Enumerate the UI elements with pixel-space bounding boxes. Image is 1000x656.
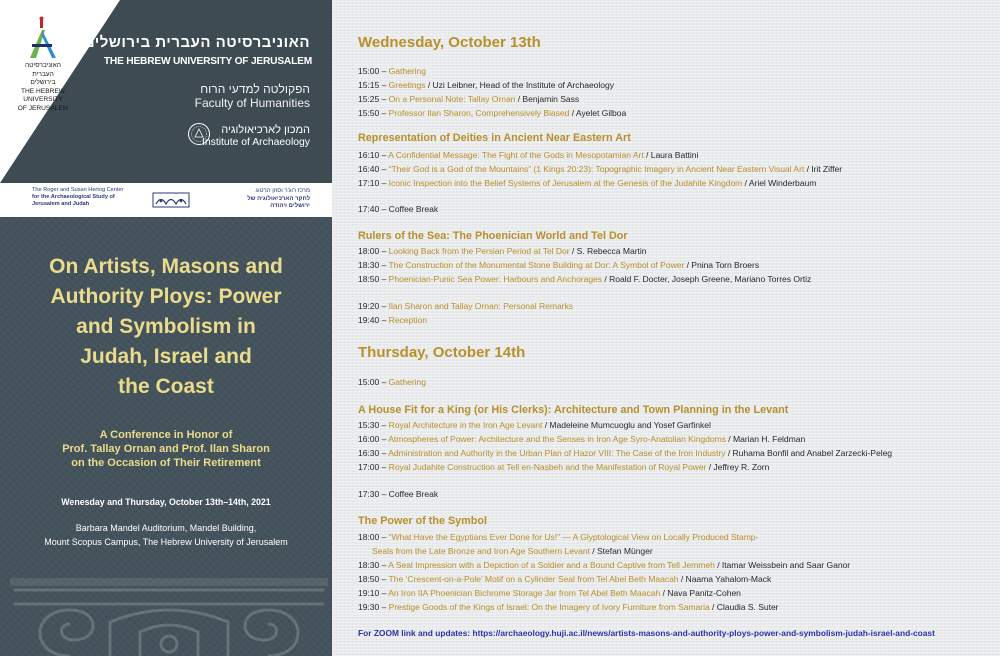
program-item bbox=[358, 66, 426, 76]
institute-name-he: המכון לארכיאולוגיה bbox=[221, 124, 310, 136]
item-speaker: / Itamar Weissbein and Saar Ganor bbox=[714, 560, 851, 570]
section-heading: Rulers of the Sea: The Phoenician World and Tel Dor bbox=[358, 230, 628, 242]
program-item bbox=[358, 420, 711, 430]
honor-line-1: A Conference in Honor of bbox=[99, 429, 233, 441]
item-time: 16:40 – bbox=[358, 164, 389, 174]
conference-venue bbox=[0, 521, 332, 549]
program-item bbox=[358, 274, 811, 284]
item-time: 19:10 – bbox=[358, 588, 389, 598]
item-title: On a Personal Note: Tallay Ornan bbox=[388, 94, 516, 104]
item-time: 18:00 – bbox=[358, 532, 389, 542]
item-time: 15:00 – bbox=[358, 66, 389, 76]
item-speaker: / Irit Ziffer bbox=[804, 164, 843, 174]
item-speaker: / Laura Battini bbox=[643, 150, 699, 160]
item-speaker: / Pnina Torn Broers bbox=[684, 260, 760, 270]
program-item bbox=[358, 315, 427, 325]
item-time: 17:10 – bbox=[358, 178, 389, 188]
item-speaker: / Jeffrey R. Zorn bbox=[706, 462, 770, 472]
hertog-center-he-3: ירושלים ויהודה bbox=[270, 203, 310, 210]
program-item bbox=[358, 560, 850, 570]
program-item bbox=[358, 588, 741, 598]
honor-text bbox=[10, 428, 322, 470]
item-speaker: / Ariel Winderbaum bbox=[742, 178, 817, 188]
logo-text bbox=[8, 62, 78, 114]
item-time: 15:30 – bbox=[358, 420, 389, 430]
program-item bbox=[358, 246, 646, 256]
item-title: The Construction of the Monumental Stone Building at Dor: A Symbol of Power bbox=[388, 260, 685, 270]
hertog-center-en-3: Jerusalem and Judah bbox=[32, 201, 90, 208]
item-title: Royal Architecture in the Iron Age Levant bbox=[388, 420, 543, 430]
item-speaker: / Marian H. Feldman bbox=[725, 434, 806, 444]
hertog-center-en-2: for the Archaeological Study of bbox=[32, 194, 115, 201]
item-title: Gathering bbox=[388, 377, 426, 387]
item-title: Iconic Inspection into the Belief Systems of Jerusalem at the Genesis of the Judahite Kingdom bbox=[388, 178, 743, 188]
item-speaker: / Roald F. Docter, Joseph Greene, Mariano Torres Ortiz bbox=[602, 274, 812, 284]
item-time: 15:50 – bbox=[358, 108, 389, 118]
title-line-3: and Symbolism in bbox=[76, 315, 256, 338]
venue-line-2: Mount Scopus Campus, The Hebrew University of Jerusalem bbox=[44, 537, 288, 547]
day-heading-thursday: Thursday, October 14th bbox=[358, 344, 526, 361]
day-heading-wednesday: Wednesday, October 13th bbox=[358, 34, 541, 51]
program-item bbox=[358, 574, 771, 584]
hertog-center-he-1: מרכז רוג'ר וסוזן הרטוג bbox=[255, 188, 310, 194]
logo-text-he-2: העברית bbox=[32, 70, 54, 78]
item-title: Gathering bbox=[388, 66, 426, 76]
item-title: A Confidential Message: The Fight of the Gods in Mesopotamian Art bbox=[388, 150, 644, 160]
title-line-2: Authority Ploys: Power bbox=[50, 285, 282, 308]
program-item bbox=[358, 448, 892, 458]
item-time: 18:30 – bbox=[358, 560, 389, 570]
university-name-he: האוניברסיטה העברית בירושלים bbox=[83, 34, 310, 51]
item-time: 15:00 – bbox=[358, 377, 389, 387]
item-title: Prestige Goods of the Kings of Israel: On the Imagery of Ivory Furniture from Samaria bbox=[388, 602, 710, 612]
program-item bbox=[358, 80, 614, 90]
item-time: 18:00 – bbox=[358, 246, 389, 256]
capital-ornament-icon bbox=[10, 560, 328, 656]
section-heading: A House Fit for a King (or His Clerks): Architecture and Town Planning in the Levant bbox=[358, 404, 789, 416]
hertog-center-en bbox=[32, 187, 132, 209]
item-title: Ilan Sharon and Tallay Ornan: Personal Remarks bbox=[388, 301, 573, 311]
item-title: The ‘Crescent-on-a-Pole’ Motif on a Cylinder Seal from Tel Abel Beth Maacah bbox=[388, 574, 679, 584]
institute-name-en: Institute of Archaeology bbox=[201, 137, 310, 148]
logo-text-en-2: UNIVERSITY bbox=[23, 96, 63, 104]
item-time: 19:30 – bbox=[358, 602, 389, 612]
item-title: Seals from the Late Bronze and Iron Age Southern Levant bbox=[372, 546, 590, 556]
item-speaker: / Madeleine Mumcuoglu and Yosef Garfinkel bbox=[542, 420, 711, 430]
conference-title bbox=[10, 252, 322, 402]
program-item bbox=[358, 377, 426, 387]
venue-line-1: Barbara Mandel Auditorium, Mandel Building, bbox=[75, 523, 257, 533]
left-panel bbox=[0, 0, 332, 656]
program-item bbox=[358, 164, 842, 174]
conference-dates: Wenesday and Thursday, October 13th–14th, 2021 bbox=[61, 497, 271, 507]
hertog-center-en-1: The Roger and Susan Hertog Center bbox=[32, 187, 124, 193]
item-time: 19:40 – bbox=[358, 315, 389, 325]
item-time: 18:50 – bbox=[358, 274, 389, 284]
program-item bbox=[358, 94, 579, 104]
item-title: Looking Back from the Persian Period at Tel Dor bbox=[388, 246, 570, 256]
program-item bbox=[358, 150, 698, 160]
title-line-4: Judah, Israel and bbox=[80, 345, 252, 368]
item-time: 16:30 – bbox=[358, 448, 389, 458]
logo-text-en-3: OF JERUSALEM bbox=[17, 104, 69, 112]
program-panel bbox=[332, 0, 1000, 656]
title-line-5: the Coast bbox=[118, 375, 214, 398]
coffee-break: 17:40 – Coffee Break bbox=[358, 204, 439, 214]
program-item bbox=[358, 260, 759, 270]
item-speaker: / Nava Panitz-Cohen bbox=[660, 588, 741, 598]
program-item bbox=[358, 301, 573, 311]
honor-line-3: on the Occasion of Their Retirement bbox=[71, 457, 261, 469]
item-title: Greetings bbox=[388, 80, 426, 90]
hertog-center-strip bbox=[0, 183, 332, 217]
item-time: 17:00 – bbox=[358, 462, 389, 472]
item-title: “Their God is a God of the Mountains” (1 Kings 20:23): Topographic Imagery in Ancient Near Eastern Visual Art bbox=[388, 164, 805, 174]
logo-text-en-1: THE HEBREW bbox=[21, 87, 65, 95]
item-time: 15:25 – bbox=[358, 94, 389, 104]
item-time: 15:15 – bbox=[358, 80, 389, 90]
item-speaker: / Ruhama Bonfil and Anabel Zarzecki-Peleg bbox=[725, 448, 893, 458]
faculty-name-en: Faculty of Humanities bbox=[194, 96, 310, 110]
program-item bbox=[358, 462, 769, 472]
item-speaker: / S. Rebecca Martin bbox=[569, 246, 647, 256]
hertog-center-he-2: לחקר הארכיאולוגיה של bbox=[247, 195, 310, 202]
item-time: 16:00 – bbox=[358, 434, 389, 444]
program-item bbox=[358, 602, 779, 612]
hertog-center-logo-icon bbox=[152, 191, 190, 209]
item-time: 19:20 – bbox=[358, 301, 389, 311]
item-time: 16:10 – bbox=[358, 150, 389, 160]
logo-text-he-3: בירושלים bbox=[30, 79, 56, 87]
program-item-continuation bbox=[372, 546, 653, 556]
item-time: 18:30 – bbox=[358, 260, 389, 270]
item-title: Atmospheres of Power: Architecture and the Senses in Iron Age Syro-Anatolian Kingdoms bbox=[388, 434, 726, 444]
item-title: Reception bbox=[388, 315, 427, 325]
honor-line-2: Prof. Tallay Ornan and Prof. Ilan Sharon bbox=[62, 443, 270, 455]
coffee-break: 17:30 – Coffee Break bbox=[358, 489, 439, 499]
item-title: Professor Ilan Sharon, Comprehensively Biased bbox=[388, 108, 570, 118]
hebrew-university-logo-icon bbox=[26, 16, 60, 60]
program-item bbox=[358, 434, 805, 444]
item-title: A Seal Impression with a Depiction of a Soldier and a Bound Captive from Tell Jemmeh bbox=[388, 560, 715, 570]
item-speaker: / Ayelet Gilboa bbox=[569, 108, 627, 118]
item-title: An Iron IIA Phoenician Bichrome Storage Jar from Tel Abel Beth Maacah bbox=[388, 588, 661, 598]
program-item bbox=[358, 108, 626, 118]
university-name-en: THE HEBREW UNIVERSITY OF JERUSALEM bbox=[103, 56, 312, 67]
item-title: “What Have the Egyptians Ever Done for Us!” — A Glyptological View on Locally Produced Stamp- bbox=[388, 532, 759, 542]
item-speaker: / Stefan Münger bbox=[589, 546, 653, 556]
item-speaker: / Naama Yahalom-Mack bbox=[678, 574, 772, 584]
program-item bbox=[358, 532, 758, 542]
title-line-1: On Artists, Masons and bbox=[49, 255, 283, 278]
item-time: 18:50 – bbox=[358, 574, 389, 584]
item-title: Royal Judahite Construction at Tell en-Naṣbeh and the Manifestation of Royal Power bbox=[388, 462, 707, 472]
logo-text-he-1: האוניברסיטה bbox=[25, 62, 61, 69]
faculty-name-he: הפקולטה למדעי הרוח bbox=[200, 82, 310, 96]
item-title: Administration and Authority in the Urban Plan of Hazor VIII: The Case of the Iron Industry bbox=[388, 448, 726, 458]
zoom-link[interactable]: For ZOOM link and updates: https://archaeology.huji.ac.il/news/artists-masons-and-authority-ploys-power-and-symbolism-judah-israel-and-coast bbox=[358, 628, 935, 638]
hertog-center-he bbox=[200, 188, 310, 211]
item-speaker: / Benjamin Sass bbox=[515, 94, 580, 104]
item-title: Phoenician-Punic Sea Power: Harbours and Anchorages bbox=[388, 274, 603, 284]
item-speaker: / Claudia S. Suter bbox=[709, 602, 779, 612]
item-speaker: / Uzi Leibner, Head of the Institute of Archaeology bbox=[425, 80, 614, 90]
section-heading: The Power of the Symbol bbox=[358, 515, 487, 527]
section-heading: Representation of Deities in Ancient Near Eastern Art bbox=[358, 132, 631, 144]
program-item bbox=[358, 178, 816, 188]
